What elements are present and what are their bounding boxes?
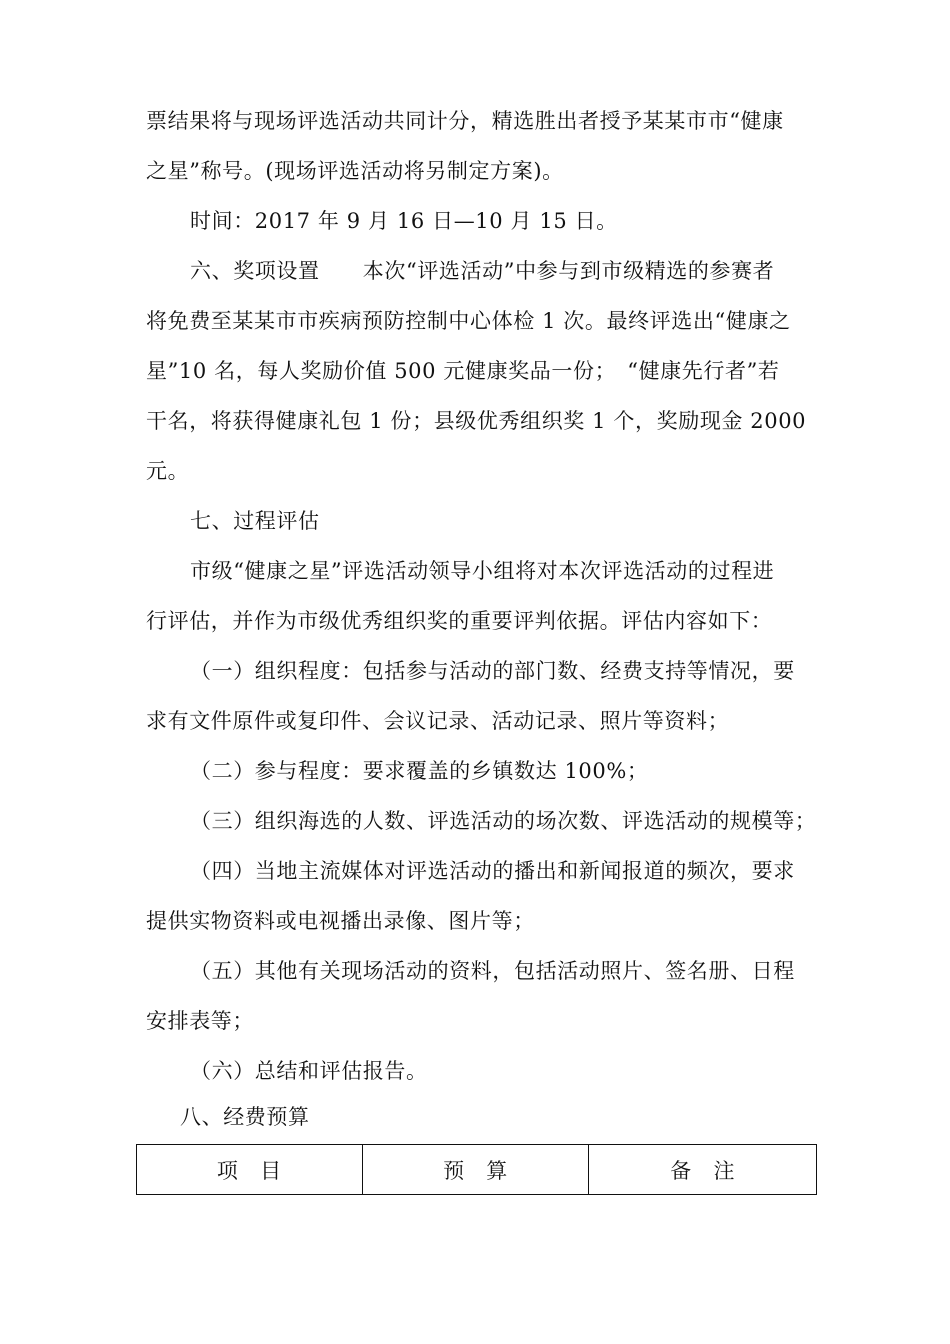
paragraph-line: 元。 [146,459,190,483]
section-heading-awards: 六、奖项设置 本次“评选活动”中参与到市级精选的参赛者 [190,259,775,283]
list-item-5-cont: 安排表等； [146,1009,254,1033]
paragraph-line: 之星”称号。(现场评选活动将另制定方案)。 [146,159,564,183]
paragraph-line: 干名，将获得健康礼包 1 份；县级优秀组织奖 1 个，奖励现金 2000 [146,409,807,433]
paragraph-line: 将免费至某某市市疾病预防控制中心体检 1 次。最终评选出“健康之 [146,309,791,333]
date-line: 时间：2017 年 9 月 16 日—10 月 15 日。 [190,209,618,233]
budget-table [136,1144,817,1195]
paragraph-line: 星”10 名，每人奖励价值 500 元健康奖品一份； “健康先行者”若 [146,359,780,383]
list-item-1: （一）组织程度：包括参与活动的部门数、经费支持等情况，要 [190,659,795,683]
list-item-4: （四）当地主流媒体对评选活动的播出和新闻报道的频次，要求 [190,859,795,883]
list-item-2: （二）参与程度：要求覆盖的乡镇数达 100%； [190,759,649,783]
list-item-3: （三）组织海选的人数、评选活动的场次数、评选活动的规模等； [190,809,817,833]
list-item-4-cont: 提供实物资料或电视播出录像、图片等； [146,909,535,933]
table-header-budget: 预 算 [362,1145,589,1195]
section-heading-evaluation: 七、过程评估 [190,509,320,533]
paragraph-line: 票结果将与现场评选活动共同计分，精选胜出者授予某某市市“健康 [146,109,784,133]
table-header-item: 项 目 [137,1145,363,1195]
paragraph-line: 市级“健康之星”评选活动领导小组将对本次评选活动的过程进 [190,559,775,583]
table-header-row [137,1145,817,1195]
list-item-6: （六）总结和评估报告。 [190,1059,428,1083]
section-heading-budget: 八、经费预算 [180,1105,310,1129]
list-item-5: （五）其他有关现场活动的资料，包括活动照片、签名册、日程 [190,959,795,983]
paragraph-line: 行评估，并作为市级优秀组织奖的重要评判依据。评估内容如下： [146,609,773,633]
list-item-1-cont: 求有文件原件或复印件、会议记录、活动记录、照片等资料； [146,709,730,733]
table-header-remarks: 备 注 [589,1145,817,1195]
